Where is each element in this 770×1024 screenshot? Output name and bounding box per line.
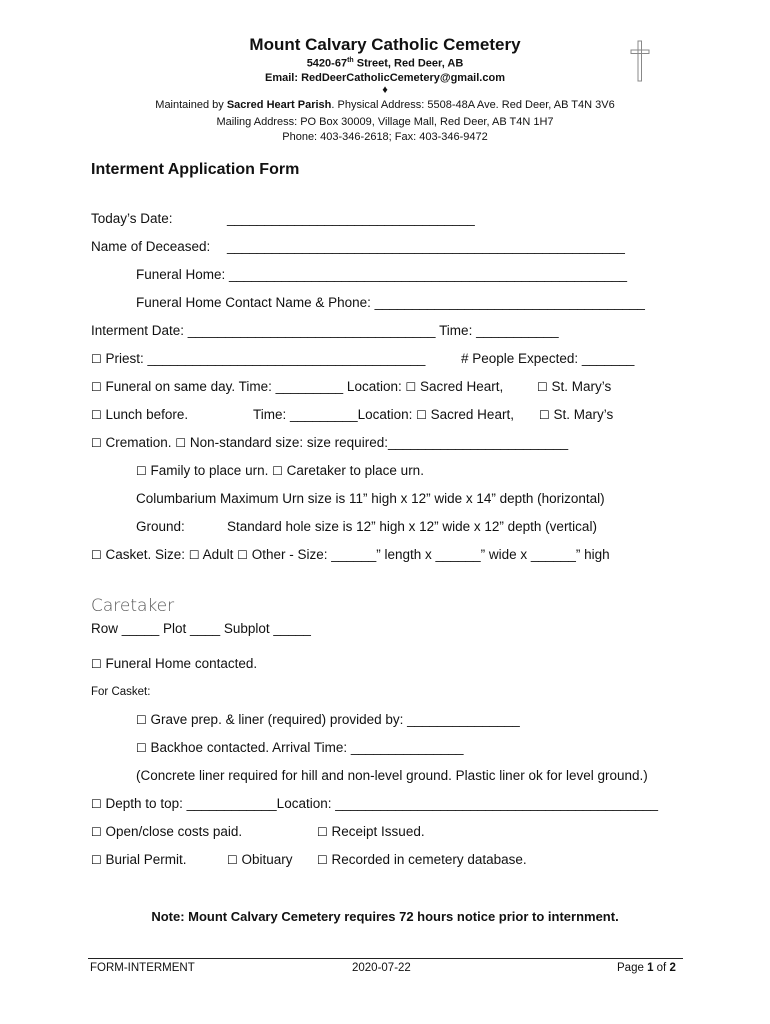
maintained-by xyxy=(0,99,770,111)
casket-row xyxy=(91,547,610,562)
depth-field[interactable]: Depth to top: ____________Location: ___________________________________________ xyxy=(105,796,659,811)
physical-address: . Physical Address: 5508-48A Ave. Red Deer, AB T4N 3V6 xyxy=(331,99,615,111)
depth-row xyxy=(91,796,658,811)
casket-checkbox[interactable]: ☐ xyxy=(91,548,102,562)
page-current: 1 xyxy=(647,962,654,974)
lunch-time-label: Time: _________Location: xyxy=(253,407,417,422)
nonstandard-field[interactable]: Non-standard size: size required:________________________ xyxy=(189,435,569,450)
urn-placement-row xyxy=(136,463,424,478)
priest-row xyxy=(91,351,425,366)
lunch-time-row xyxy=(253,407,514,422)
parish-name: Sacred Heart Parish xyxy=(226,99,332,111)
footer-page-number xyxy=(617,962,676,974)
todays-date-field[interactable]: _________________________________ xyxy=(227,211,475,226)
interment-date-field[interactable]: Interment Date: _________________________________ Time: ___________ xyxy=(91,323,559,338)
casket-label: Casket. Size: xyxy=(105,547,186,562)
recorded-row xyxy=(317,852,527,867)
address-number: 5420-67 xyxy=(306,57,348,70)
funeral-same-day-label: Funeral on same day. Time: _________ Location: xyxy=(105,379,406,394)
ground-info: Standard hole size is 12” high x 12” wide x 12” depth (vertical) xyxy=(227,519,597,534)
adult-checkbox[interactable]: ☐ xyxy=(188,548,200,562)
adult-label: Adult xyxy=(202,547,234,562)
open-close-checkbox[interactable]: ☐ xyxy=(91,825,102,839)
name-deceased-field[interactable]: _____________________________________________________ xyxy=(227,239,625,254)
depth-checkbox[interactable]: ☐ xyxy=(91,797,102,811)
sacred-heart-checkbox[interactable]: ☐ xyxy=(405,380,417,394)
diamond-icon: ♦ xyxy=(382,84,388,96)
footer-divider xyxy=(88,958,683,959)
grave-prep-field[interactable]: Grave prep. & liner (required) provided by: _______________ xyxy=(150,712,520,727)
backhoe-row xyxy=(136,740,464,755)
ground-label: Ground: xyxy=(136,519,185,534)
mailing-address: Mailing Address: PO Box 30009, Village Mall, Red Deer, AB T4N 1H7 xyxy=(216,116,554,128)
priest-field[interactable]: Priest: _____________________________________ xyxy=(105,351,426,366)
page-total: 2 xyxy=(669,962,676,974)
address-suffix: th xyxy=(347,57,354,64)
cremation-label: Cremation. xyxy=(105,435,172,450)
street-address xyxy=(0,57,770,70)
for-casket-label: For Casket: xyxy=(91,686,151,698)
obituary-checkbox[interactable]: ☐ xyxy=(227,853,238,867)
burial-permit-checkbox[interactable]: ☐ xyxy=(91,853,102,867)
open-close-label: Open/close costs paid. xyxy=(105,824,243,839)
funeral-same-day-checkbox[interactable]: ☐ xyxy=(91,380,102,394)
grave-prep-row xyxy=(136,712,520,727)
caretaker-urn-checkbox[interactable]: ☐ xyxy=(272,464,283,478)
sacred-heart-label: Sacred Heart, xyxy=(420,379,504,394)
obituary-label: Obituary xyxy=(241,852,293,867)
cemetery-title: Mount Calvary Catholic Cemetery xyxy=(249,35,521,54)
todays-date-label: Today’s Date: xyxy=(91,211,173,226)
other-size-checkbox[interactable]: ☐ xyxy=(237,548,248,562)
lunch-before-label: Lunch before. xyxy=(105,407,189,422)
recorded-label: Recorded in cemetery database. xyxy=(331,852,527,867)
notice-note: Note: Mount Calvary Cemetery requires 72 hours notice prior to internment. xyxy=(151,909,619,924)
priest-checkbox[interactable]: ☐ xyxy=(91,352,102,366)
burial-permit-row xyxy=(91,852,187,867)
lunch-before-row xyxy=(91,407,188,422)
address-street: Street, Red Deer, AB xyxy=(353,57,464,70)
maintained-prefix: Maintained by xyxy=(155,99,227,111)
lunch-before-checkbox[interactable]: ☐ xyxy=(91,408,102,422)
other-size-field[interactable]: Other - Size: ______” length x ______” wide x ______” high xyxy=(251,547,610,562)
receipt-checkbox[interactable]: ☐ xyxy=(317,825,328,839)
family-urn-checkbox[interactable]: ☐ xyxy=(136,464,147,478)
funeral-home-contacted-row xyxy=(91,656,257,671)
lunch-sacred-heart-checkbox[interactable]: ☐ xyxy=(416,408,427,422)
phone-fax: Phone: 403-346-2618; Fax: 403-346-9472 xyxy=(282,131,488,143)
funeral-home-field[interactable]: Funeral Home: _____________________________________________________ xyxy=(136,267,627,282)
cremation-checkbox[interactable]: ☐ xyxy=(91,436,102,450)
caretaker-heading: Caretaker xyxy=(91,596,175,616)
nonstandard-checkbox[interactable]: ☐ xyxy=(175,436,187,450)
st-marys-row xyxy=(537,379,611,394)
family-urn-label: Family to place urn. xyxy=(150,463,269,478)
caretaker-urn-label: Caretaker to place urn. xyxy=(286,463,424,478)
email-address: Email: RedDeerCatholicCemetery@gmail.com xyxy=(265,72,505,84)
lunch-sacred-heart-label: Sacred Heart, xyxy=(430,407,514,422)
funeral-home-contacted-checkbox[interactable]: ☐ xyxy=(91,657,102,671)
open-close-row xyxy=(91,824,242,839)
concrete-liner-note: (Concrete liner required for hill and non-level ground. Plastic liner ok for level ground.) xyxy=(136,768,648,783)
page-of: of xyxy=(653,962,670,974)
receipt-label: Receipt Issued. xyxy=(331,824,425,839)
footer-date: 2020-07-22 xyxy=(352,962,411,974)
funeral-same-day-row xyxy=(91,379,503,394)
name-deceased-label: Name of Deceased: xyxy=(91,239,211,254)
backhoe-field[interactable]: Backhoe contacted. Arrival Time: _______________ xyxy=(150,740,464,755)
people-expected-field[interactable]: # People Expected: _______ xyxy=(461,351,635,366)
form-title: Interment Application Form xyxy=(91,161,300,178)
lunch-st-marys-label: St. Mary’s xyxy=(553,407,614,422)
funeral-home-contact-field[interactable]: Funeral Home Contact Name & Phone: ____________________________________ xyxy=(136,295,645,310)
st-marys-label: St. Mary’s xyxy=(551,379,612,394)
backhoe-checkbox[interactable]: ☐ xyxy=(136,741,147,755)
receipt-row xyxy=(317,824,425,839)
funeral-home-contacted-label: Funeral Home contacted. xyxy=(105,656,258,671)
burial-permit-label: Burial Permit. xyxy=(105,852,187,867)
st-marys-checkbox[interactable]: ☐ xyxy=(537,380,548,394)
recorded-checkbox[interactable]: ☐ xyxy=(317,853,328,867)
lunch-st-marys-checkbox[interactable]: ☐ xyxy=(539,408,550,422)
row-plot-field[interactable]: Row _____ Plot ____ Subplot _____ xyxy=(91,621,311,636)
grave-prep-checkbox[interactable]: ☐ xyxy=(136,713,147,727)
footer-form-code: FORM-INTERMENT xyxy=(90,962,195,974)
page-prefix: Page xyxy=(617,962,648,974)
columbarium-info: Columbarium Maximum Urn size is 11” high x 12” wide x 14” depth (horizontal) xyxy=(136,491,605,506)
obituary-row xyxy=(227,852,293,867)
cross-icon xyxy=(630,40,650,82)
lunch-st-marys-row xyxy=(539,407,613,422)
cremation-row xyxy=(91,435,568,450)
